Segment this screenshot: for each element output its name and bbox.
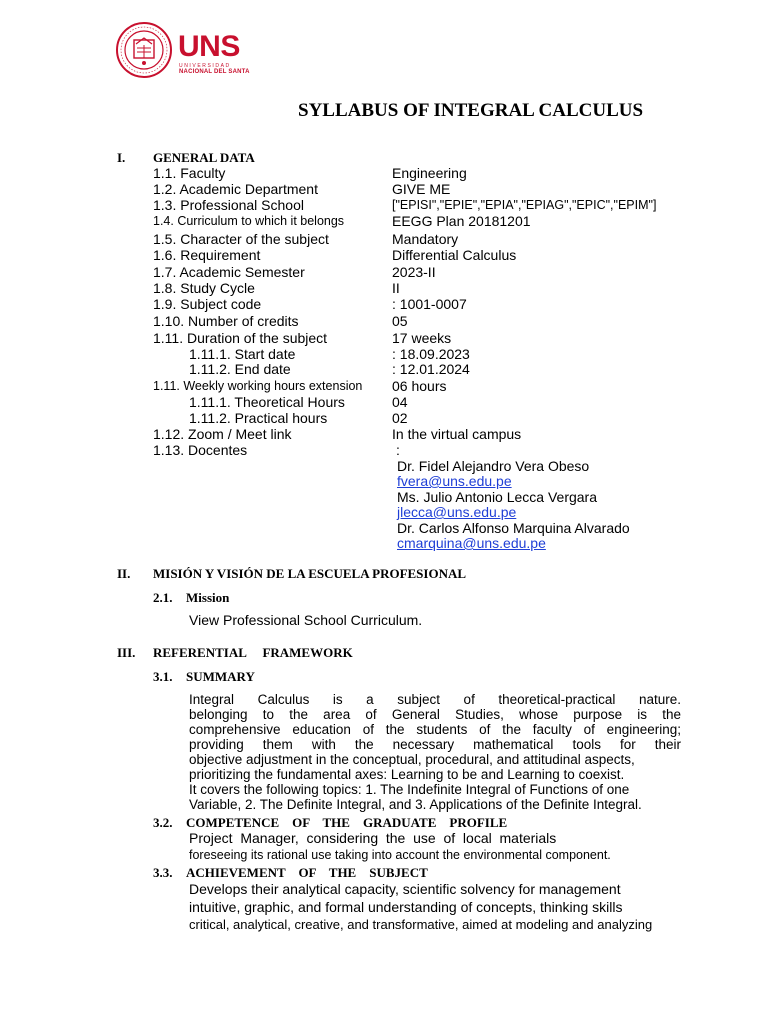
- summary-line: objective adjustment in the conceptual, procedural, and attitudinal aspects,: [189, 752, 635, 767]
- subsection-heading: Mission: [186, 590, 230, 605]
- competence-text: Project Manager, considering the use of local materials: [189, 830, 557, 846]
- section-number: III.: [117, 645, 136, 660]
- achievement-text: critical, analytical, creative, and transformative, aimed at modeling and analyzing: [189, 917, 653, 932]
- row-value: II: [392, 280, 400, 296]
- row-label: 1.11.2. End date: [189, 361, 291, 377]
- logo-subtitle-universidad: UNIVERSIDAD: [179, 63, 231, 69]
- row-label: 1.8. Study Cycle: [153, 280, 255, 296]
- row-value: 05: [392, 313, 408, 329]
- row-label: 1.2. Academic Department: [153, 181, 318, 197]
- row-label: 1.13. Docentes: [153, 442, 248, 458]
- competence-text: foreseeing its rational use taking into account the environmental component.: [189, 848, 611, 862]
- subsection-number: 2.1.: [153, 590, 173, 605]
- summary-paragraph: [189, 692, 681, 812]
- row-label: 1.11. Weekly working hours extension: [153, 379, 363, 393]
- logo-wordmark: UNS: [178, 30, 240, 63]
- section-number: I.: [117, 150, 126, 165]
- summary-line: belonging to the area of General Studies, whose purpose is the: [189, 707, 681, 722]
- row-value: Differential Calculus: [392, 247, 517, 263]
- row-label: 1.7. Academic Semester: [153, 264, 305, 280]
- row-value: 2023-II: [392, 264, 436, 280]
- row-value: 17 weeks: [392, 330, 452, 346]
- subsection-number: 3.3.: [153, 865, 173, 880]
- teacher-email-link[interactable]: jlecca@uns.edu.pe: [397, 504, 517, 520]
- summary-line: Integral Calculus is a subject of theoretical-practical nature.: [189, 692, 681, 707]
- row-label: 1.3. Professional School: [153, 197, 304, 213]
- row-value: GIVE ME: [392, 181, 451, 197]
- teacher-name: Ms. Julio Antonio Lecca Vergara: [397, 489, 598, 505]
- summary-line: It covers the following topics: 1. The Indefinite Integral of Functions of one: [189, 782, 630, 797]
- mission-text: View Professional School Curriculum.: [189, 612, 423, 628]
- row-value: EEGG Plan 20181201: [392, 213, 531, 229]
- summary-line: Variable, 2. The Definite Integral, and 3. Applications of the Definite Integral.: [189, 797, 642, 812]
- summary-line: prioritizing the fundamental axes: Learning to be and Learning to coexist.: [189, 767, 625, 782]
- row-label: 1.6. Requirement: [153, 247, 261, 263]
- row-value: 06 hours: [392, 378, 447, 394]
- achievement-text: Develops their analytical capacity, scientific solvency for management: [189, 881, 621, 897]
- row-label: 1.1. Faculty: [153, 165, 226, 181]
- subsection-heading: SUMMARY: [186, 669, 255, 684]
- row-value: 04: [392, 394, 408, 410]
- section-heading: GENERAL DATA: [153, 150, 255, 165]
- subsection-heading: ACHIEVEMENT OF THE SUBJECT: [186, 865, 428, 880]
- subsection-number: 3.2.: [153, 815, 173, 830]
- row-value: ["EPISI","EPIE","EPIA","EPIAG","EPIC","EPIM"]: [392, 198, 657, 212]
- row-label: 1.5. Character of the subject: [153, 231, 329, 247]
- subsection-number: 3.1.: [153, 669, 173, 684]
- subsection-heading: COMPETENCE OF THE GRADUATE PROFILE: [186, 815, 508, 830]
- row-value: 02: [392, 410, 408, 426]
- university-seal-logo: [116, 22, 172, 78]
- row-label: 1.10. Number of credits: [153, 313, 299, 329]
- achievement-text: intuitive, graphic, and formal understanding of concepts, thinking skills: [189, 899, 623, 915]
- row-value: Engineering: [392, 165, 467, 181]
- summary-line: comprehensive education of the students of the faculty of engineering;: [189, 722, 681, 737]
- logo-subtitle-nacional: NACIONAL DEL SANTA: [179, 69, 250, 75]
- section-heading: MISIÓN Y VISIÓN DE LA ESCUELA PROFESIONAL: [153, 566, 467, 581]
- row-value: Mandatory: [392, 231, 459, 247]
- row-value: : 12.01.2024: [392, 361, 470, 377]
- teacher-name: Dr. Fidel Alejandro Vera Obeso: [397, 458, 590, 474]
- section-heading: REFERENTIAL FRAMEWORK: [153, 645, 353, 660]
- row-label: 1.9. Subject code: [153, 296, 262, 312]
- section-number: II.: [117, 566, 131, 581]
- row-label: 1.4. Curriculum to which it belongs: [153, 214, 345, 228]
- teacher-name: Dr. Carlos Alfonso Marquina Alvarado: [397, 520, 630, 536]
- row-label: 1.11.1. Start date: [189, 346, 296, 362]
- row-value: In the virtual campus: [392, 426, 522, 442]
- row-value: : 1001-0007: [392, 296, 467, 312]
- document-title: SYLLABUS OF INTEGRAL CALCULUS: [298, 100, 644, 121]
- summary-line: providing them with the necessary mathematical tools for their: [189, 737, 681, 752]
- row-label: 1.12. Zoom / Meet link: [153, 426, 292, 442]
- teacher-email-link[interactable]: cmarquina@uns.edu.pe: [397, 535, 546, 551]
- row-label: 1.11. Duration of the subject: [153, 330, 328, 346]
- teacher-email-link[interactable]: fvera@uns.edu.pe: [397, 473, 512, 489]
- row-value: :: [396, 442, 400, 458]
- row-label: 1.11.1. Theoretical Hours: [189, 394, 345, 410]
- row-label: 1.11.2. Practical hours: [189, 410, 328, 426]
- row-value: : 18.09.2023: [392, 346, 470, 362]
